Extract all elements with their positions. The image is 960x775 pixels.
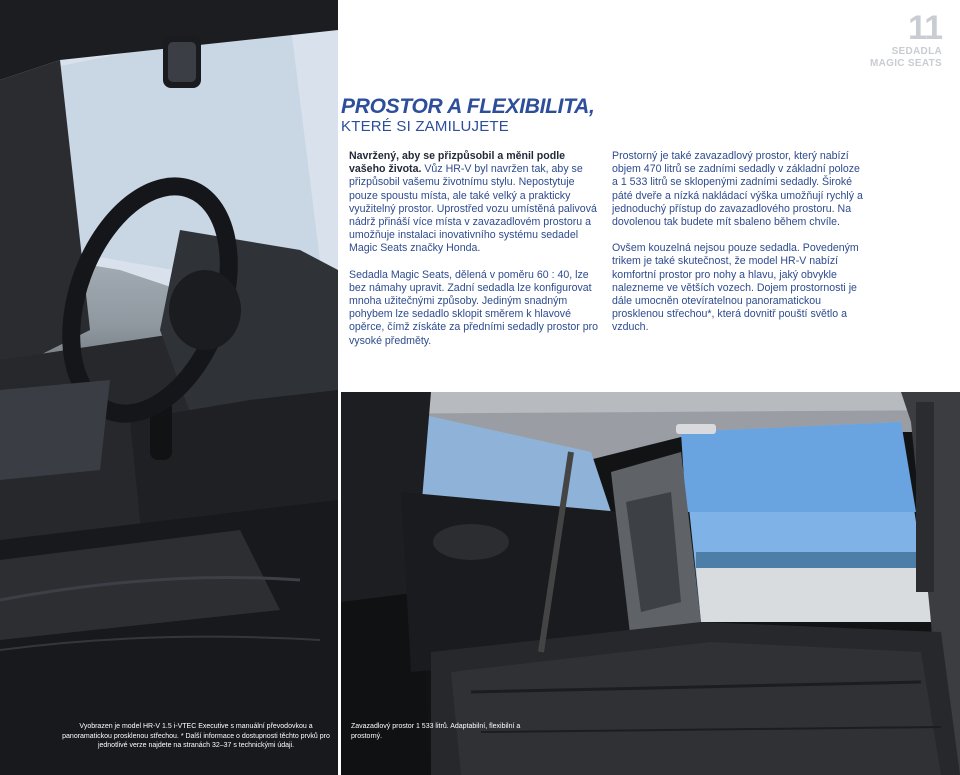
column1-paragraph-1 [349,150,599,256]
headline-title: PROSTOR A FLEXIBILITA, [341,95,595,118]
page-number-block [870,10,942,70]
column1-paragraph-2: Sedadla Magic Seats, dělená v poměru 60 : 40, lze bez námahy upravit. Zadní sedadla lze konfigurovat mnoha užitečnými způsoby. Jediným snadným pohybem lze sedadlo sklopit směrem k hlavové opěrce, čímž získáte za předními sedadly prostor pro vysoké předměty. [349,268,599,347]
caption-interior: Vyobrazen je model HR-V 1.5 i-VTEC Executive s manuální převodovkou a panoramatickou prosklenou střechou. * Další informace o dostupnosti těchto prvků pro jednotlivé verze najdete na stranách 32–37 s technickými údaji. [62,723,330,749]
trunk-photo-illustration [341,392,960,775]
trunk-photo [341,392,960,775]
column1-lead: Navržený, aby se přizpůsobil a měnil podle vašeho života. [349,150,566,176]
interior-photo-illustration [0,0,338,775]
caption-trunk: Zavazadlový prostor 1 533 litrů. Adaptabilní, flexibilní a prostorný. [351,723,521,740]
body-column-2 [612,150,867,348]
body-column-1 [349,150,599,361]
page-number: 11 [908,9,942,47]
headline [341,96,801,135]
interior-photo [0,0,338,775]
section-label-line1: SEDADLA [891,46,942,57]
headline-subtitle: KTERÉ SI ZAMILUJETE [341,118,509,135]
section-label-line2: MAGIC SEATS [869,58,942,69]
column2-paragraph-2: Ovšem kouzelná nejsou pouze sedadla. Povedeným trikem je také skutečnost, že model HR-V nabízí komfortní prostor pro nohy a hlavu, jaký obvykle nalezneme ve větších vozech. Dojem prostornosti je dále umocněn otevíratelnou panoramatickou prosklenou střechou*, která dovnitř pouští světlo a vzduch. [612,242,859,334]
column1-paragraph-1-text: Vůz HR-V byl navržen tak, aby se přizpůsobil vašemu životnímu stylu. Nepostytuje pouze spoustu místa, ale také velký a prakticky využitelný prostor. Uprostřed vozu umístěná palivová nádrž přináší více místa v zavazadlovém prostoru a umožňuje instalaci inovativního systému sedadel Magic Seats značky Honda. [349,163,597,255]
column2-paragraph-1: Prostorný je také zavazadlový prostor, který nabízí objem 470 litrů se zadními sedadly v základní poloze a 1 533 litrů se sklopenými zadními sedadly. Široké páté dveře a nízká nakládací výška umožňují rychlý a jednoduchý přístup do zavazadlového prostoru. Na dovolenou tak budete mít sbaleno během chvíle. [612,150,863,229]
